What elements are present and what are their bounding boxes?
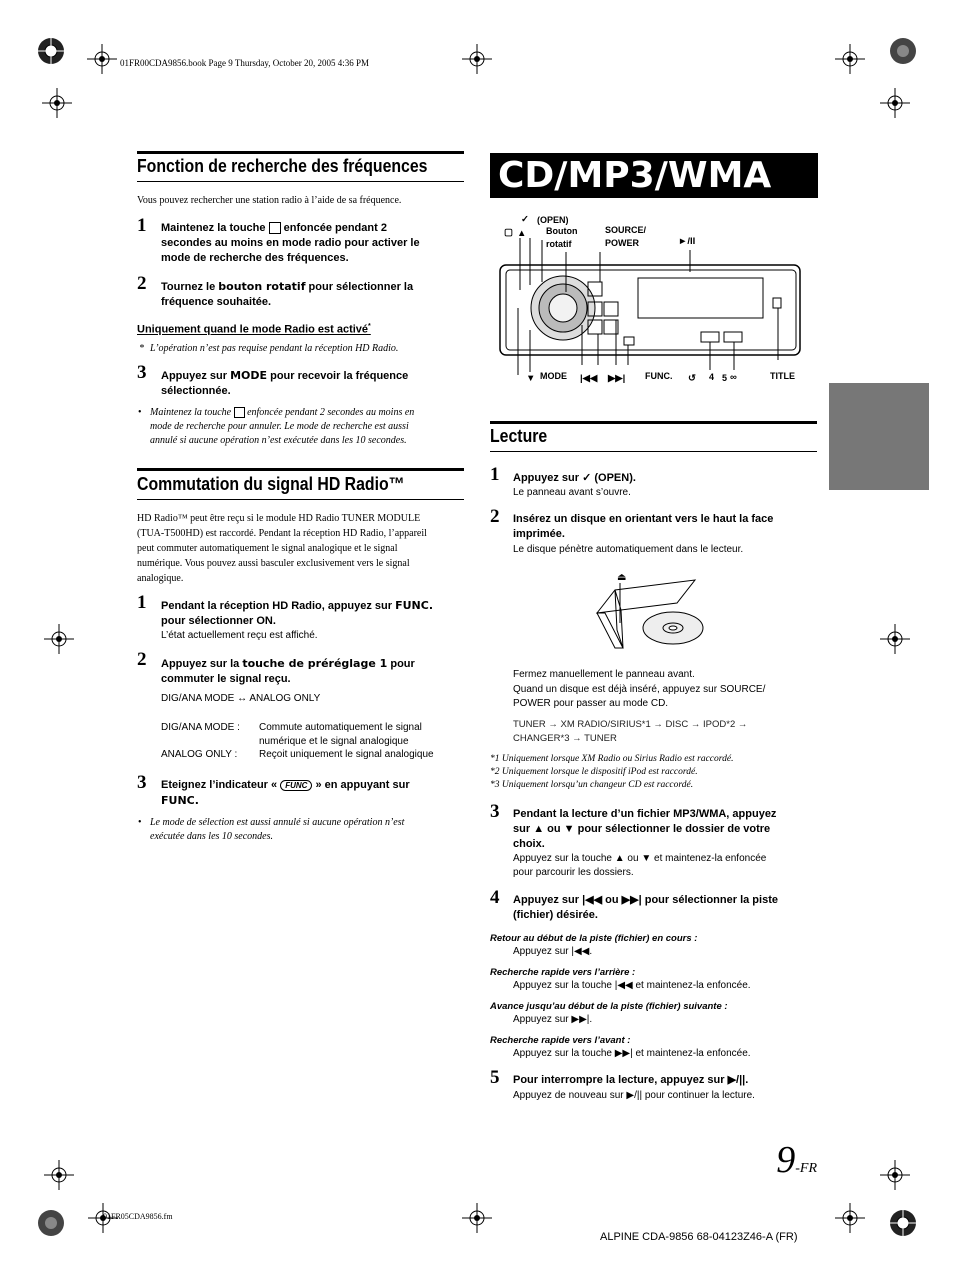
crosshair-mark	[835, 1203, 865, 1233]
next-track-icon: ▶▶|	[621, 894, 642, 906]
def-term: ANALOG ONLY :	[161, 749, 238, 760]
restart-text: Appuyez sur |◀◀.	[513, 946, 593, 957]
page-number: 9-FR	[776, 1139, 817, 1181]
crosshair-mark	[835, 44, 865, 74]
hd-step-3-text: Eteignez l’indicateur « FUNC » en appuyant sur FUNC.	[161, 779, 410, 807]
radio-only-subhead: Uniquement quand le mode Radio est activé*	[137, 323, 371, 336]
footer-model: ALPINE CDA-9856 68-04123Z46-A (FR)	[600, 1231, 798, 1243]
title-label: TITLE	[770, 371, 795, 381]
subhead-next: Avance jusqu’au début de la piste (fichier) suivante :	[490, 1001, 728, 1012]
preset-4-label: 4	[709, 372, 715, 382]
step-number: 4	[490, 887, 500, 908]
up-arrow-icon: ▲	[517, 228, 527, 239]
section-title-frequency-search: Fonction de recherche des fréquences	[137, 156, 428, 176]
crosshair-mark	[880, 624, 910, 654]
lecture-step-1: Appuyez sur ✓ (OPEN).	[513, 472, 636, 484]
open-label: (OPEN)	[537, 215, 569, 225]
step-number: 5	[490, 1067, 500, 1088]
lecture-step-1-sub: Le panneau avant s’ouvre.	[513, 487, 631, 498]
hd-step-1-text: Pendant la réception HD Radio, appuyez sur FUNC. pour sélectionner ON.	[161, 599, 434, 627]
step-1-text: Maintenez la touche enfoncée pendant 2 secondes au moins en mode radio pour activer le mode de recherche des fréquences.	[161, 222, 420, 264]
lecture-step-5-sub: Appuyez de nouveau sur ▶/|| pour continuer la lecture.	[513, 1090, 755, 1101]
step-number: 3	[137, 362, 147, 383]
section-rule	[137, 499, 464, 500]
step-number: 2	[137, 273, 147, 294]
prev-track-icon: |◀◀	[571, 946, 590, 957]
file-info-header: 01FR00CDA9856.book Page 9 Thursday, October 20, 2005 4:36 PM	[120, 58, 369, 68]
step-number: 3	[490, 801, 500, 822]
forward-text: Appuyez sur la touche ▶▶| et maintenez-la enfoncée.	[513, 1048, 751, 1059]
open-icon: ✓	[521, 214, 529, 225]
footnotes: *1 Uniquement lorsque XM Radio ou Sirius Radio est raccordé. *2 Uniquement lorsque le dispositif iPod est raccordé. *3 Uniquement lorsqu’un changeur CD est raccordé.	[490, 754, 734, 790]
def-desc: Commute automatiquement le signal numérique et le signal analogique	[259, 722, 422, 747]
lecture-step-2: Insérez un disque en orientant vers le haut la face imprimée.	[513, 513, 774, 540]
registration-mark	[888, 36, 918, 66]
lecture-step-4: Appuyez sur |◀◀ ou ▶▶| pour sélectionner la piste (fichier) désirée.	[513, 894, 778, 921]
open-icon: ✓	[582, 472, 592, 484]
down-arrow-icon: ▼	[563, 823, 575, 835]
mode-label: MODE	[540, 371, 567, 381]
prev-track-icon: |◀◀	[580, 373, 598, 384]
step-number: 3	[137, 772, 147, 793]
registration-mark	[888, 1208, 918, 1238]
func-label: FUNC.	[645, 371, 673, 381]
intro-text: Vous pouvez rechercher une station radio à l’aide de sa fréquence.	[137, 195, 402, 206]
prev-track-icon: |◀◀	[614, 980, 633, 991]
play-pause-icon: ▶/||	[626, 1090, 643, 1101]
registration-mark	[36, 36, 66, 66]
crosshair-mark	[44, 1160, 74, 1190]
next-text: Appuyez sur ▶▶|.	[513, 1014, 593, 1025]
crosshair-mark	[87, 44, 117, 74]
chapter-tab	[829, 383, 929, 490]
band-key-icon	[269, 222, 281, 234]
hd-step-2-text: Appuyez sur la touche de préréglage 1 pour commuter le signal reçu.	[161, 657, 415, 685]
close-panel-text: Fermez manuellement le panneau avant.	[513, 669, 695, 680]
up-arrow-icon: ▲	[533, 823, 545, 835]
subhead-restart: Retour au début de la piste (fichier) en cours :	[490, 933, 698, 944]
lecture-step-3-sub: Appuyez sur la touche ▲ ou ▼ et maintenez-la enfoncée pour parcourir les dossiers.	[513, 853, 767, 878]
def-term: DIG/ANA MODE :	[161, 722, 240, 733]
source-power-label: SOURCE/ POWER	[605, 225, 647, 248]
play-pause-label: ►/II	[678, 236, 696, 247]
hd-radio-intro: HD Radio™ peut être reçu si le module HD Radio TUNER MODULE (TUA-T500HD) est raccordé. Pendant la réception HD Radio, l’appareil peut commuter automatiquement le signal analogique et le signal numérique. Vous pouvez aussi basculer exclusivement vers le signal analogique.	[137, 513, 427, 584]
preset-5-label: 5	[722, 373, 728, 383]
crosshair-mark	[880, 1160, 910, 1190]
def-desc: Reçoit uniquement le signal analogique	[259, 749, 434, 760]
svg-text:⏏: ⏏	[617, 572, 627, 583]
lecture-step-5: Pour interrompre la lecture, appuyez sur ▶/||.	[513, 1074, 749, 1086]
disc-insertion-illustration	[595, 568, 715, 653]
up-arrow-icon: ▲	[614, 853, 625, 864]
footer-file: 01FR05CDA9856.fm	[103, 1212, 173, 1221]
note-star: *	[139, 343, 144, 354]
subhead-rewind: Recherche rapide vers l’arrière :	[490, 967, 636, 978]
crosshair-mark	[42, 88, 72, 118]
lecture-step-3: Pendant la lecture d’un fichier MP3/WMA, appuyez sur ▲ ou ▼ pour sélectionner le dossier de votre choix.	[513, 808, 777, 850]
next-track-icon: ▶▶|	[608, 373, 626, 384]
down-arrow-icon: ▼	[641, 853, 652, 864]
band-key-icon: ▢	[504, 227, 513, 238]
step-number: 1	[137, 592, 147, 613]
crosshair-mark	[462, 1203, 492, 1233]
mode-toggle-line: DIG/ANA MODE ↔ ANALOG ONLY	[161, 693, 321, 704]
step-2-text: Tournez le bouton rotatif pour sélectionner la fréquence souhaitée.	[161, 280, 414, 308]
band-key-icon	[234, 407, 245, 418]
bullet: •	[138, 407, 142, 418]
down-arrow-icon: ▼	[526, 373, 536, 384]
section-title-hd-radio: Commutation du signal HD Radio™	[137, 474, 405, 494]
section-rule	[490, 451, 817, 452]
step-number: 2	[490, 506, 500, 527]
step-number: 2	[137, 649, 147, 670]
hd-step-1-sub: L’état actuellement reçu est affiché.	[161, 630, 318, 641]
section-title-lecture: Lecture	[490, 426, 548, 446]
rotary-label: Bouton rotatif	[546, 226, 578, 249]
step-number: 1	[490, 464, 500, 485]
section-rule	[137, 181, 464, 182]
step-number: 1	[137, 215, 147, 236]
source-chain: TUNER → XM RADIO/SIRIUS*1 → DISC → IPOD*2 → CHANGER*3 → TUNER	[513, 719, 748, 744]
note-text: L’opération n’est pas requise pendant la réception HD Radio.	[150, 343, 399, 354]
source-power-text: Quand un disque est déjà inséré, appuyez sur SOURCE/ POWER pour passer au mode CD.	[513, 684, 766, 709]
crosshair-mark	[44, 624, 74, 654]
func-indicator-icon: FUNC	[280, 780, 312, 791]
shuffle-icon: ∞	[730, 372, 737, 383]
rewind-text: Appuyez sur la touche |◀◀ et maintenez-la enfoncée.	[513, 980, 751, 991]
crosshair-mark	[880, 88, 910, 118]
bullet-note: Le mode de sélection est aussi annulé si aucune opération n’est exécutée dans les 10 secondes.	[150, 817, 405, 842]
step-3-text: Appuyez sur MODE pour recevoir la fréquence sélectionnée.	[161, 369, 409, 397]
section-rule	[490, 421, 817, 424]
repeat-icon: ↺	[688, 373, 696, 384]
bullet-note: Maintenez la touche enfoncée pendant 2 secondes au moins en mode de recherche pour annuler. Le mode de recherche est aussi annulé si aucune opération n’est exécutée dans les 10 secondes.	[150, 407, 415, 446]
lecture-step-2-sub: Le disque pénètre automatiquement dans le lecteur.	[513, 544, 744, 555]
registration-mark	[36, 1208, 66, 1238]
subhead-forward: Recherche rapide vers l’avant :	[490, 1035, 631, 1046]
page-title: CD/MP3/WMA	[490, 153, 818, 198]
crosshair-mark	[462, 44, 492, 74]
bullet: •	[138, 817, 142, 828]
section-rule	[137, 468, 464, 471]
section-rule	[137, 151, 464, 154]
play-pause-icon: ▶/||	[727, 1074, 746, 1086]
prev-track-icon: |◀◀	[582, 894, 603, 906]
disc-insertion-diagram	[595, 568, 715, 653]
next-track-icon: ▶▶|	[614, 1048, 633, 1059]
next-track-icon: ▶▶|	[571, 1014, 590, 1025]
